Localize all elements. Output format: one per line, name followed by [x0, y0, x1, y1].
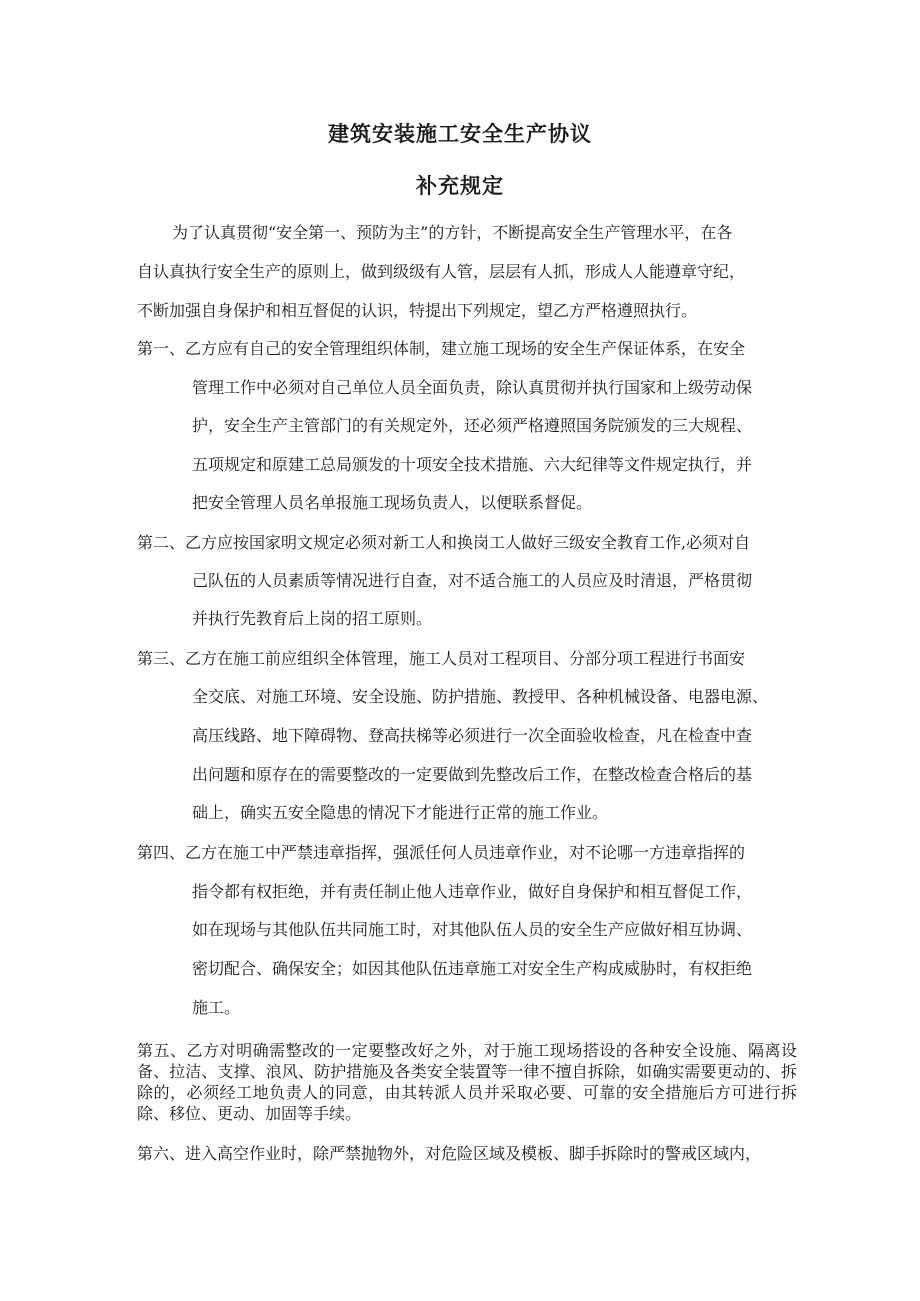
clause-2-first-line: 第二、乙方应按国家明文规定必须对新工人和换岗工人做好三级安全教育工作,必须对自	[137, 533, 751, 552]
clause-1-line: 管理工作中必须对自己单位人员全面负责，除认真贯彻并执行国家和上级劳动保	[192, 378, 753, 397]
clause-5-paragraph: 第五、乙方对明确需整改的一定要整改好之外，对于施工现场搭设的各种安全设施、隔离设备、拉洁、支撑、浪风、防护措施及各类安全装置等一律不擅自拆除，如确实需要更动的、拆除的，必须经工地负责人的同意，由其转派人员并采取必要、可靠的安全措施后方可进行拆除、移位、更动、加固等手续。	[137, 1041, 797, 1123]
clause-3-line: 础上，确实五安全隐患的情况下才能进行正常的施工作业。	[192, 803, 609, 822]
document-title: 建筑安装施工安全生产协议	[328, 122, 592, 146]
clause-2-line: 己队伍的人员素质等情况进行自查，对不适合施工的人员应及时清退，严格贯彻	[192, 571, 753, 590]
clause-1-first-line: 第一、乙方应有自己的安全管理组织体制，建立施工现场的安全生产保证体系，在安全	[137, 339, 746, 358]
clause-3-line: 出问题和原存在的需要整改的一定要做到先整改后工作，在整改检查合格后的基	[192, 765, 753, 784]
intro-line: 不断加强自身保护和相互督促的认识，特提出下列规定，望乙方严格遵照执行。	[137, 301, 698, 320]
clause-6-first-line: 第六、进入高空作业时，除严禁抛物外，对危险区域及模板、脚手拆除时的警戒区域内，	[137, 1144, 762, 1163]
intro-line: 为了认真贯彻“安全第一、预防为主”的方针，不断提高安全生产管理水平，在各	[172, 223, 733, 242]
clause-4-line: 密切配合、确保安全；如因其他队伍违章施工对安全生产构成威胁时，有权拒绝	[192, 959, 753, 978]
clause-2-line: 并执行先教育后上岗的招工原则。	[192, 609, 433, 628]
clause-3-line: 高压线路、地下障碍物、登高扶梯等必须进行一次全面验收检查，凡在检查中查	[192, 726, 753, 745]
clause-4-line: 如在现场与其他队伍共同施工时，对其他队伍人员的安全生产应做好相互协调、	[192, 920, 753, 939]
clause-1-line: 把安全管理人员名单报施工现场负责人，以便联系督促。	[192, 493, 593, 512]
document-subtitle: 补充规定	[416, 174, 504, 198]
clause-4-line: 施工。	[192, 998, 241, 1017]
clause-3-first-line: 第三、乙方在施工前应组织全体管理，施工人员对工程项目、分部分项工程进行书面安	[137, 649, 746, 668]
clause-4-line: 指令都有权拒绝，并有责任制止他人违章作业，做好自身保护和相互督促工作，	[192, 882, 753, 901]
clause-1-line: 五项规定和原建工总局颁发的十项安全技术措施、六大纪律等文件规定执行，并	[192, 455, 753, 474]
intro-line: 自认真执行安全生产的原则上，做到级级有人管，层层有人抓，形成人人能遵章守纪，	[137, 262, 746, 281]
clause-1-line: 护，安全生产主管部门的有关规定外，还必须严格遵照国务院颁发的三大规程、	[192, 416, 753, 435]
clause-3-line: 全交底、对施工环境、安全设施、防护措施、教授甲、各种机械设备、电器电源、	[192, 687, 769, 706]
clause-4-first-line: 第四、乙方在施工中严禁违章指挥，强派任何人员违章作业，对不论哪一方违章指挥的	[137, 843, 746, 862]
